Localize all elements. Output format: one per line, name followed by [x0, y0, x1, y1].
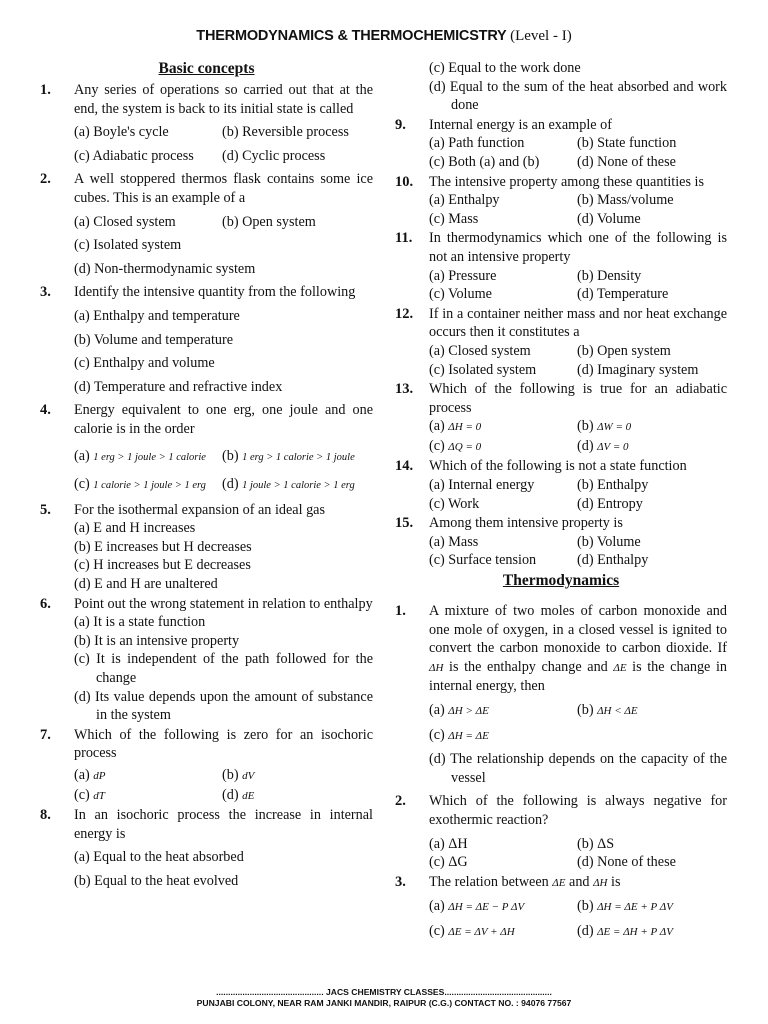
options-row	[429, 153, 727, 172]
option-b: (b) Mass/volume	[577, 192, 674, 209]
option-b: (b) Open system	[577, 342, 671, 359]
option-d: (d) Its value depends upon the amount of substance in the system	[74, 688, 373, 724]
option-d: ΔE = ΔH + P ΔV	[597, 925, 673, 938]
question-13	[395, 380, 727, 456]
option-c: (c) Isolated system	[429, 361, 537, 378]
question-10	[395, 173, 727, 229]
option-c: 1 calorie > 1 joule > 1 erg	[93, 480, 206, 492]
options-row	[429, 495, 727, 514]
question-number: 5.	[40, 501, 51, 518]
question-number: 13.	[395, 381, 414, 398]
question-number: 15.	[395, 515, 414, 532]
options-row	[74, 766, 373, 786]
options-row	[74, 447, 373, 468]
symbol-delta-e: ΔE	[613, 661, 627, 674]
option-d-label: (d)	[577, 437, 594, 454]
option-a: (a) Closed system	[429, 342, 531, 359]
options-row	[429, 342, 727, 361]
option-c: (c) Equal to the work done	[429, 60, 581, 76]
stem-text: A mixture of two moles of carbon monoxide and one mole of oxygen, in a closed vessel is ignited to convert the carbon monoxide to carbon dioxide. If	[429, 603, 727, 657]
option-b-label: (b)	[577, 898, 594, 915]
question-14	[395, 457, 727, 513]
question-stem: Which of the following is true for an adiabatic process	[429, 381, 727, 416]
option-a: (a) Mass	[429, 533, 479, 550]
symbol-delta-h: ΔH	[593, 876, 608, 889]
option-d: dE	[242, 789, 255, 802]
option-d: (d) The relationship depends on the capacity of the vessel	[429, 751, 727, 786]
option-c: (c) ΔG	[429, 854, 468, 871]
option-c-label: (c)	[429, 437, 445, 454]
question-number: 2.	[40, 171, 51, 188]
options-row	[74, 123, 373, 142]
question-stem: A well stoppered thermos flask contains some ice cubes. This is an example of a	[74, 171, 373, 206]
option-a-label: (a)	[429, 702, 445, 718]
options-row	[429, 701, 727, 721]
option-a: dP	[93, 770, 106, 782]
option-c: (c) H increases but E decreases	[74, 557, 251, 574]
left-column	[40, 58, 373, 891]
options-row	[74, 786, 373, 806]
option-d: (d) None of these	[577, 153, 676, 170]
option-a: (a) Enthalpy and temperature	[74, 307, 240, 324]
question-stem: If in a container neither mass and nor heat exchange occurs then it constitutes a	[429, 305, 727, 341]
question-number: 12.	[395, 305, 414, 322]
option-d: (d) Volume	[577, 210, 641, 227]
option-b: (b) State function	[577, 135, 677, 152]
option-c: ΔE = ΔV + ΔH	[448, 925, 515, 938]
options-row	[429, 922, 727, 942]
option-c-label: (c)	[429, 922, 445, 939]
option-c: (c) Isolated system	[74, 237, 182, 254]
option-c: dT	[93, 789, 105, 802]
question-5	[40, 501, 373, 594]
option-c: (c) Both (a) and (b)	[429, 153, 540, 170]
question-number: 9.	[395, 116, 406, 133]
option-b: (b) Equal to the heat evolved	[74, 872, 239, 889]
question-12	[395, 305, 727, 379]
section-heading-thermodynamics: Thermodynamics	[502, 572, 620, 590]
option-a: (a) It is a state function	[74, 614, 206, 631]
options-row	[429, 551, 727, 570]
options-row	[429, 835, 727, 854]
stem-text: and	[569, 873, 590, 890]
question-3	[40, 283, 373, 396]
option-b: (b) Open system	[222, 213, 316, 230]
option-b: (b) It is an intensive property	[74, 632, 240, 649]
option-b: 1 erg > 1 calorie > 1 joule	[242, 451, 355, 463]
option-a: (a) Pressure	[429, 267, 497, 284]
options-row	[74, 213, 373, 232]
option-a: (a) Boyle's cycle	[74, 124, 169, 141]
option-c-label: (c)	[74, 786, 90, 803]
options-row	[429, 476, 727, 495]
option-d: (d) Equal to the sum of the heat absorbed and work done	[429, 78, 727, 114]
question-stem	[429, 873, 727, 893]
option-c: (c) It is independent of the path followed for the change	[74, 651, 373, 687]
symbol-delta-e: ΔE	[552, 876, 566, 889]
options-row	[429, 437, 727, 457]
question-6	[40, 595, 373, 725]
options-row	[429, 853, 727, 872]
option-b-label: (b)	[222, 447, 239, 464]
stem-text: The relation between	[429, 873, 549, 890]
option-d: (d) Imaginary system	[577, 361, 699, 378]
question-number: 10.	[395, 173, 414, 190]
option-b-label: (b)	[222, 767, 239, 783]
option-a: (a) Equal to the heat absorbed	[74, 849, 244, 866]
question-number: 4.	[40, 402, 51, 419]
question-number: 3.	[395, 873, 406, 890]
question-8	[40, 806, 373, 890]
footer-institute: ............................................. JACS CHEMISTRY CLASSES.............................................	[216, 987, 552, 997]
option-c: (c) Enthalpy and volume	[74, 355, 215, 372]
option-a: (a) E and H increases	[74, 520, 196, 537]
page-title	[0, 28, 768, 45]
option-c: (c) Volume	[429, 286, 492, 303]
option-c: ΔH = ΔE	[448, 729, 489, 742]
option-b-label: (b)	[577, 418, 594, 435]
option-d-label: (d)	[222, 476, 239, 493]
option-a-label: (a)	[429, 898, 445, 915]
option-b: ΔH = ΔE + P ΔV	[597, 901, 673, 914]
option-a-label: (a)	[74, 767, 90, 783]
option-c: (c) Surface tension	[429, 552, 537, 569]
option-d: (d) None of these	[577, 854, 676, 871]
option-a: ΔH = 0	[448, 421, 482, 434]
question-stem: In an isochoric process the increase in internal energy is	[74, 807, 373, 842]
options-row	[429, 361, 727, 380]
stem-text: is the change in internal energy, then	[429, 658, 727, 695]
question-number: 7.	[40, 726, 51, 743]
option-d-label: (d)	[577, 922, 594, 939]
question-9	[395, 116, 727, 172]
thermo-question-3	[395, 873, 727, 942]
footer-address: PUNJABI COLONY, NEAR RAM JANKI MANDIR, RAIPUR (C.G.) CONTACT NO. : 94076 77567	[196, 998, 572, 1008]
option-d: (d) Temperature	[577, 286, 669, 303]
question-stem: Energy equivalent to one erg, one joule and one calorie is in the order	[74, 402, 373, 437]
option-d-label: (d)	[222, 786, 239, 803]
option-d: (d) Entropy	[577, 495, 643, 512]
option-a-label: (a)	[74, 447, 90, 464]
option-d: (d) E and H are unaltered	[74, 576, 218, 593]
question-2	[40, 170, 373, 278]
question-stem: In thermodynamics which one of the following is not an intensive property	[429, 230, 727, 265]
question-stem: For the isothermal expansion of an ideal gas	[74, 501, 325, 518]
option-b: (b) Enthalpy	[577, 477, 649, 494]
options-row	[429, 210, 727, 229]
question-number: 3.	[40, 284, 51, 301]
question-stem: Internal energy is an example of	[429, 116, 612, 133]
option-a: (a) Internal energy	[429, 477, 535, 494]
question-number: 1.	[395, 603, 406, 620]
option-b: dV	[242, 770, 255, 782]
question-7	[40, 726, 373, 805]
option-a-label: (a)	[429, 418, 445, 435]
question-stem	[429, 602, 727, 696]
question-stem: Among them intensive property is	[429, 515, 623, 532]
question-number: 11.	[395, 230, 413, 247]
title-main: THERMODYNAMICS & THERMOCHEMICSTRY	[196, 28, 507, 44]
stem-text: is	[611, 873, 621, 890]
options-row	[429, 533, 727, 552]
option-b: ΔW = 0	[597, 421, 632, 434]
option-c: (c) Work	[429, 495, 480, 512]
option-a: (a) Enthalpy	[429, 192, 500, 209]
question-1	[40, 81, 373, 165]
option-a: ΔH > ΔE	[448, 705, 489, 717]
option-d: (d) Cyclic process	[222, 147, 326, 164]
question-15	[395, 514, 727, 570]
option-c: (c) Adiabatic process	[74, 147, 194, 164]
option-b: (b) Density	[577, 267, 642, 284]
section-heading-basic: Basic concepts	[158, 60, 255, 77]
option-a: 1 erg > 1 joule > 1 calorie	[93, 451, 206, 463]
symbol-delta-h: ΔH	[429, 661, 444, 674]
option-a: (a) Path function	[429, 135, 525, 152]
option-b: (b) Volume	[577, 533, 641, 550]
option-d: (d) Non-thermodynamic system	[74, 260, 256, 277]
question-stem: The intensive property among these quantities is	[429, 173, 705, 190]
option-b: (b) Volume and temperature	[74, 331, 234, 348]
option-d: ΔV = 0	[597, 440, 629, 453]
options-row	[429, 897, 727, 917]
stem-text: is the enthalpy change and	[449, 658, 608, 675]
title-level: (Level - I)	[510, 28, 572, 44]
option-c-label: (c)	[74, 476, 90, 493]
option-a: ΔH = ΔE − P ΔV	[448, 901, 525, 914]
question-4	[40, 401, 373, 495]
question-stem: Identify the intensive quantity from the following	[74, 284, 356, 301]
option-a: (a) Closed system	[74, 213, 176, 230]
option-b: (b) E increases but H decreases	[74, 538, 252, 555]
options-row	[429, 134, 727, 153]
option-d: 1 joule > 1 calorie > 1 erg	[242, 480, 355, 492]
question-8-continued	[395, 59, 727, 115]
right-column	[395, 58, 727, 942]
option-c: ΔQ = 0	[448, 440, 482, 453]
option-d: (d) Enthalpy	[577, 552, 649, 569]
option-a: (a) ΔH	[429, 835, 468, 852]
question-stem: Which of the following is not a state function	[429, 458, 687, 475]
options-row	[429, 726, 727, 746]
question-number: 2.	[395, 793, 406, 810]
option-d: (d) Temperature and refractive index	[74, 378, 283, 395]
options-row	[429, 417, 727, 437]
question-stem: Point out the wrong statement in relation to enthalpy	[74, 595, 373, 612]
options-row	[74, 147, 373, 166]
thermo-question-2	[395, 792, 727, 871]
options-row	[429, 285, 727, 304]
option-b: ΔH < ΔE	[597, 705, 638, 717]
option-b-label: (b)	[577, 702, 594, 718]
question-number: 1.	[40, 82, 51, 98]
question-stem: Any series of operations so carried out that at the end, the system is back to its initial state is called	[74, 82, 373, 117]
thermo-question-1	[395, 602, 727, 787]
option-c-label: (c)	[429, 726, 445, 743]
question-stem: Which of the following is always negative for exothermic reaction?	[429, 793, 727, 828]
option-c: (c) Mass	[429, 210, 479, 227]
options-row	[429, 191, 727, 210]
options-row	[74, 475, 373, 496]
option-b: (b) ΔS	[577, 835, 615, 852]
question-number: 6.	[40, 595, 51, 612]
question-number: 8.	[40, 807, 51, 824]
options-row	[429, 267, 727, 286]
option-b: (b) Reversible process	[222, 124, 349, 141]
question-number: 14.	[395, 458, 414, 475]
question-11	[395, 229, 727, 303]
question-stem: Which of the following is zero for an isochoric process	[74, 726, 373, 762]
